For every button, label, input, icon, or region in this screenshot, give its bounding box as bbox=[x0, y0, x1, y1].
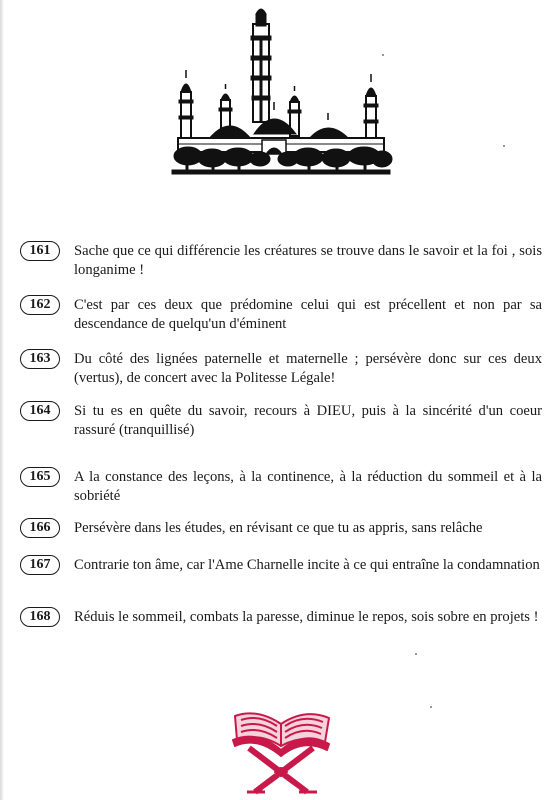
scan-speck bbox=[382, 54, 384, 56]
verse-number-badge: 163 bbox=[20, 349, 60, 369]
verse-text: Si tu es en quête du savoir, recours à DIEU, puis à la sincérité d'un coeur rassuré (tranquillisé) bbox=[74, 403, 542, 438]
verse-number-badge: 165 bbox=[20, 467, 60, 487]
verse-text: C'est par ces deux que prédomine celui qui est précellent et non par sa descendance de quelqu'un d'éminent bbox=[74, 297, 542, 332]
scan-speck bbox=[415, 653, 417, 655]
verse-text: Persévère dans les études, en révisant ce que tu as appris, sans relâche bbox=[74, 520, 483, 536]
open-koran-on-stand-icon bbox=[229, 706, 335, 796]
verse-item bbox=[20, 608, 542, 627]
verse-item bbox=[20, 350, 542, 388]
verse-text: Réduis le sommeil, combats la paresse, diminue le repos, sois sobre en projets ! bbox=[74, 609, 539, 625]
verse-item bbox=[20, 242, 542, 280]
verse-number-badge: 162 bbox=[20, 295, 60, 315]
verse-text: Sache que ce qui différencie les créatures se trouve dans le savoir et la foi , sois longanime ! bbox=[74, 243, 542, 278]
verse-item bbox=[20, 296, 542, 334]
verse-number-badge: 168 bbox=[20, 607, 60, 627]
verse-number-badge: 164 bbox=[20, 401, 60, 421]
verse-number-badge: 167 bbox=[20, 555, 60, 575]
verse-text: Contrarie ton âme, car l'Ame Charnelle incite à ce qui entraîne la condamnation bbox=[74, 557, 540, 573]
verse-number-badge: 166 bbox=[20, 518, 60, 538]
verse-text: Du côté des lignées paternelle et maternelle ; persévère donc sur ces deux (vertus), de concert avec la Politesse Légale! bbox=[74, 351, 542, 386]
mosque-icon bbox=[168, 4, 394, 180]
verse-text: A la constance des leçons, à la continence, à la réduction du sommeil et à la sobriété bbox=[74, 469, 542, 504]
verse-item bbox=[20, 556, 542, 575]
verse-item bbox=[20, 519, 542, 538]
verse-item bbox=[20, 468, 542, 506]
scan-speck bbox=[430, 706, 432, 708]
verse-item bbox=[20, 402, 542, 440]
scan-speck bbox=[503, 145, 505, 147]
page-edge-shadow bbox=[0, 0, 4, 800]
verse-number-badge: 161 bbox=[20, 241, 60, 261]
